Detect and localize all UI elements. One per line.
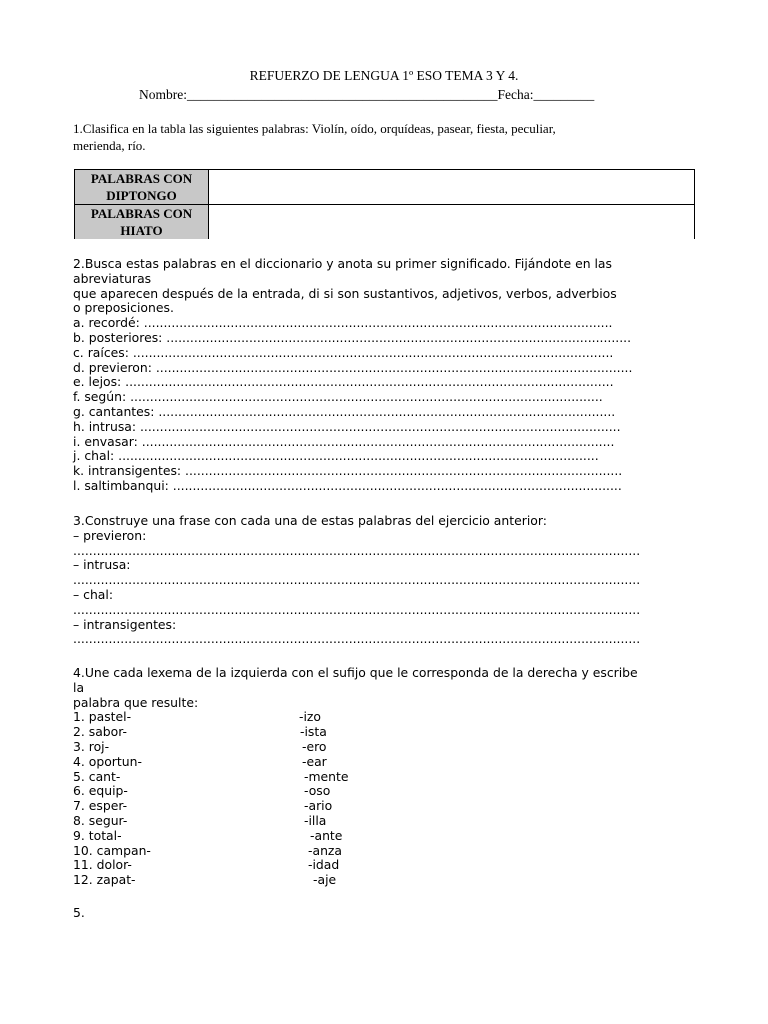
exercise-1-prompt bbox=[73, 120, 693, 154]
table-row-diptongo bbox=[75, 170, 695, 205]
lexeme-suffix-row bbox=[73, 799, 703, 814]
exercise-1-line: merienda, río. bbox=[73, 138, 146, 153]
exercise-4 bbox=[73, 666, 703, 888]
lexeme[interactable]: 6. equip- bbox=[73, 783, 128, 799]
sentence-word-label: – intrusa: bbox=[73, 557, 131, 573]
exercise-4-prompt-line: la bbox=[73, 679, 85, 695]
lexeme[interactable]: 10. campan- bbox=[73, 842, 151, 858]
lexeme-suffix-row bbox=[73, 710, 703, 725]
exercise-2-prompt-line: que aparecen después de la entrada, di si son sustantivos, adjetivos, verbos, adverbios bbox=[73, 285, 617, 301]
lexeme[interactable]: 4. oportun- bbox=[73, 753, 142, 769]
row-header-hiato bbox=[75, 205, 209, 240]
sentence-word-label: – previeron: bbox=[73, 527, 147, 543]
row-header-text: HIATO bbox=[120, 223, 163, 238]
suffix[interactable]: -ario bbox=[304, 798, 333, 814]
sentence-answer-line[interactable]: ................................................................................................................................................ bbox=[73, 601, 641, 617]
word-definition-line[interactable]: g. cantantes: .................................................................................................................... bbox=[73, 403, 616, 419]
lexeme[interactable]: 12. zapat- bbox=[73, 872, 136, 888]
row-header-text: PALABRAS CON bbox=[90, 206, 193, 221]
lexeme[interactable]: 11. dolor- bbox=[73, 857, 132, 873]
suffix[interactable]: -aje bbox=[313, 872, 337, 888]
suffix[interactable]: -anza bbox=[308, 842, 343, 858]
lexeme[interactable]: 3. roj- bbox=[73, 738, 110, 754]
lexeme[interactable]: 8. segur- bbox=[73, 812, 128, 828]
suffix[interactable]: -idad bbox=[308, 857, 340, 873]
lexeme-suffix-row bbox=[73, 770, 703, 785]
exercise-2-prompt-line: abreviaturas bbox=[73, 270, 152, 286]
exercise-4-prompt-line: 4.Une cada lexema de la izquierda con el sufijo que le corresponda de la derecha y escribe bbox=[73, 665, 638, 680]
row-header-text: PALABRAS CON bbox=[90, 171, 193, 186]
lexeme-suffix-row bbox=[73, 829, 703, 844]
lexeme[interactable]: 9. total- bbox=[73, 827, 122, 843]
sentence-word-label: – chal: bbox=[73, 586, 114, 602]
document-title: REFUERZO DE LENGUA 1º ESO TEMA 3 Y 4. bbox=[249, 68, 519, 83]
sentence-word-label: – intransigentes: bbox=[73, 616, 177, 632]
lexeme[interactable]: 2. sabor- bbox=[73, 724, 128, 740]
suffix[interactable]: -ero bbox=[302, 738, 327, 754]
word-definition-line[interactable]: e. lejos: ............................................................................................................................ bbox=[73, 374, 614, 390]
name-date-line[interactable]: Nombre:______________________________________________Fecha:_________ bbox=[139, 87, 595, 102]
exercise-2-prompt-line: o preposiciones. bbox=[73, 300, 174, 316]
sentence-answer-line[interactable]: ................................................................................................................................................ bbox=[73, 542, 641, 558]
lexeme-suffix-row bbox=[73, 858, 703, 873]
table-row-hiato bbox=[75, 205, 695, 240]
exercise-5-label: 5. bbox=[73, 905, 85, 920]
lexeme[interactable]: 1. pastel- bbox=[73, 709, 132, 725]
word-definition-line[interactable]: i. envasar: ........................................................................................................................ bbox=[73, 433, 615, 449]
lexeme-suffix-row bbox=[73, 725, 703, 740]
suffix[interactable]: -ear bbox=[302, 753, 327, 769]
answer-cell-diptongo[interactable] bbox=[209, 170, 695, 205]
exercise-2 bbox=[73, 257, 703, 494]
word-definition-line[interactable]: j. chal: .......................................................................................................................... bbox=[73, 448, 599, 464]
exercise-2-prompt-line: 2.Busca estas palabras en el diccionario y anota su primer significado. Fijándote en las bbox=[73, 256, 612, 271]
word-definition-line[interactable]: d. previeron: ......................................................................................................................... bbox=[73, 359, 633, 375]
exercise-1-line: 1.Clasifica en la tabla las siguientes palabras: Violín, oído, orquídeas, pasear, fiesta, peculiar, bbox=[73, 121, 556, 136]
word-definition-line[interactable]: k. intransigentes: ............................................................................................................... bbox=[73, 463, 623, 479]
lexeme-suffix-row bbox=[73, 755, 703, 770]
suffix[interactable]: -ista bbox=[300, 724, 327, 740]
suffix[interactable]: -mente bbox=[304, 768, 349, 784]
lexeme-suffix-row bbox=[73, 873, 703, 888]
lexeme-suffix-row bbox=[73, 784, 703, 799]
exercise-3-prompt: 3.Construye una frase con cada una de estas palabras del ejercicio anterior: bbox=[73, 513, 547, 528]
suffix[interactable]: -oso bbox=[304, 783, 331, 799]
lexeme-suffix-row bbox=[73, 814, 703, 829]
word-definition-line[interactable]: c. raíces: .......................................................................................................................... bbox=[73, 344, 614, 360]
exercise-4-prompt-line: palabra que resulte: bbox=[73, 694, 199, 710]
word-definition-line[interactable]: h. intrusa: .......................................................................................................................... bbox=[73, 418, 621, 434]
lexeme[interactable]: 7. esper- bbox=[73, 798, 128, 814]
row-header-diptongo bbox=[75, 170, 209, 205]
sentence-answer-line[interactable]: ................................................................................................................................................ bbox=[73, 572, 641, 588]
lexeme-suffix-row bbox=[73, 740, 703, 755]
row-header-text: DIPTONGO bbox=[106, 188, 177, 203]
exercise-3 bbox=[73, 514, 703, 647]
suffix[interactable]: -ante bbox=[310, 827, 343, 843]
word-definition-line[interactable]: l. saltimbanqui: .................................................................................................................. bbox=[73, 477, 622, 493]
word-definition-line[interactable]: a. recordé: ....................................................................................................................... bbox=[73, 315, 613, 331]
suffix[interactable]: -izo bbox=[299, 709, 321, 725]
sentence-answer-line[interactable]: ................................................................................................................................................ bbox=[73, 631, 641, 647]
word-definition-line[interactable]: b. posteriores: ...................................................................................................................... bbox=[73, 329, 632, 345]
lexeme-suffix-row bbox=[73, 844, 703, 859]
exercise-5 bbox=[73, 906, 703, 921]
lexeme[interactable]: 5. cant- bbox=[73, 768, 121, 784]
suffix[interactable]: -illa bbox=[304, 812, 327, 828]
classification-table bbox=[74, 169, 695, 239]
answer-cell-hiato[interactable] bbox=[209, 205, 695, 240]
word-definition-line[interactable]: f. según: ........................................................................................................................ bbox=[73, 389, 603, 405]
